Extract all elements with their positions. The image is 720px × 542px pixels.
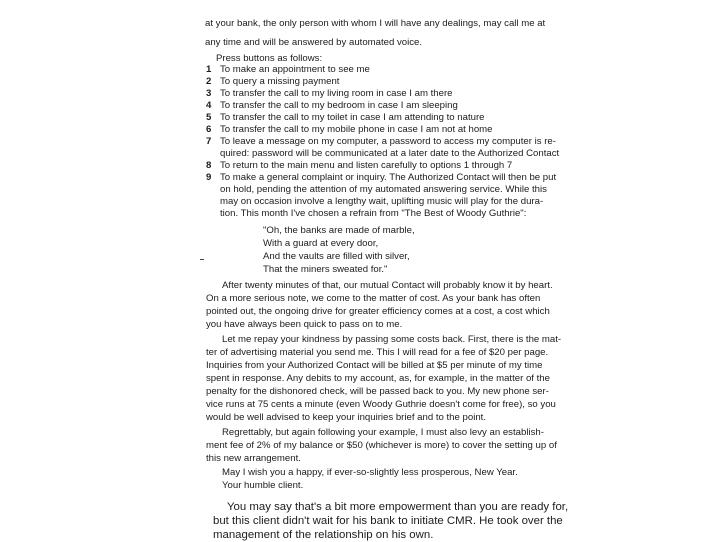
closing-line: May I wish you a happy, if ever-so-slightly less prosperous, New Year. — [222, 467, 518, 478]
press-buttons-label: Press buttons as follows: — [216, 53, 323, 64]
option-text: may on occasion involve a lengthy wait, uplifting music will play for the dura- — [220, 196, 544, 207]
paragraph-line: vice runs at 75 cents a minute (even Woody Guthrie doesn't come for free), so you — [206, 399, 556, 410]
option-number: 3 — [206, 88, 212, 99]
margin-mark — [200, 259, 204, 260]
intro-line: any time and will be answered by automated voice. — [205, 37, 423, 48]
option-number: 6 — [206, 124, 212, 135]
option-text: To transfer the call to my living room in case I am there — [220, 88, 453, 99]
option-text: To query a missing payment — [220, 76, 340, 87]
paragraph-line: After twenty minutes of that, our mutual Contact will probably know it by heart. — [222, 280, 553, 291]
paragraph-line: ter of advertising material you send me. This I will read for a fee of $20 per page. — [206, 347, 549, 358]
closing-line: Your humble client. — [222, 480, 304, 491]
option-number: 1 — [206, 64, 212, 75]
option-text: To make an appointment to see me — [220, 64, 370, 75]
option-text: quired: password will be communicated at a later date to the Authorized Contact — [220, 148, 560, 159]
option-number: 5 — [206, 112, 212, 123]
verse-line: With a guard at every door, — [263, 238, 379, 249]
paragraph-line: Let me repay your kindness by passing some costs back. First, there is the mat- — [222, 334, 562, 345]
option-text: To make a general complaint or inquiry. The Authorized Contact will then be put — [220, 172, 557, 183]
verse-line: "Oh, the banks are made of marble, — [263, 225, 415, 236]
option-text: tion. This month I've chosen a refrain from "The Best of Woody Guthrie": — [220, 208, 527, 219]
paragraph-line: Regrettably, but again following your example, I must also levy an establish- — [222, 427, 544, 438]
option-number: 8 — [206, 160, 212, 171]
commentary-line: You may say that's a bit more empowerment than you are ready for, — [227, 501, 569, 513]
paragraph-line: pointed out, the ongoing drive for greater efficiency comes at a cost, a cost which — [206, 306, 550, 317]
paragraph-line: spent in response. Any debits to my account, as, for example, in the matter of the — [206, 373, 550, 384]
intro-line: at your bank, the only person with whom I will have any dealings, may call me at — [205, 18, 546, 29]
option-text: To transfer the call to my toilet in case I am attending to nature — [220, 112, 485, 123]
option-text: To transfer the call to my bedroom in case I am sleeping — [220, 100, 458, 111]
option-text: on hold, pending the attention of my automated answering service. While this — [220, 184, 547, 195]
option-number: 7 — [206, 136, 212, 147]
commentary-line: but this client didn't wait for his bank to initiate CMR. He took over the — [213, 515, 563, 527]
commentary-line: management of the relationship on his own. — [213, 529, 434, 541]
paragraph-line: On a more serious note, we come to the matter of cost. As your bank has often — [206, 293, 541, 304]
verse-line: And the vaults are filled with silver, — [263, 251, 410, 262]
paragraph-line: ment fee of 2% of my balance or $50 (whichever is more) to cover the setting up of — [206, 440, 557, 451]
paragraph-line: would be well advised to keep your inquiries brief and to the point. — [206, 412, 486, 423]
option-number: 9 — [206, 172, 212, 183]
paragraph-line: Inquiries from your Authorized Contact will be billed at $5 per minute of my time — [206, 360, 543, 371]
paragraph-line: you have always been quick to pass on to me. — [206, 319, 403, 330]
option-number: 2 — [206, 76, 212, 87]
verse-line: That the miners sweated for." — [263, 264, 388, 275]
option-text: To return to the main menu and listen carefully to options 1 through 7 — [220, 160, 513, 171]
option-text: To transfer the call to my mobile phone in case I am not at home — [220, 124, 493, 135]
paragraph-line: this new arrangement. — [206, 453, 301, 464]
option-number: 4 — [206, 100, 212, 111]
paragraph-line: penalty for the dishonored check, will be passed back to you. My new phone ser- — [206, 386, 549, 397]
option-text: To leave a message on my computer, a password to access my computer is re- — [220, 136, 556, 147]
